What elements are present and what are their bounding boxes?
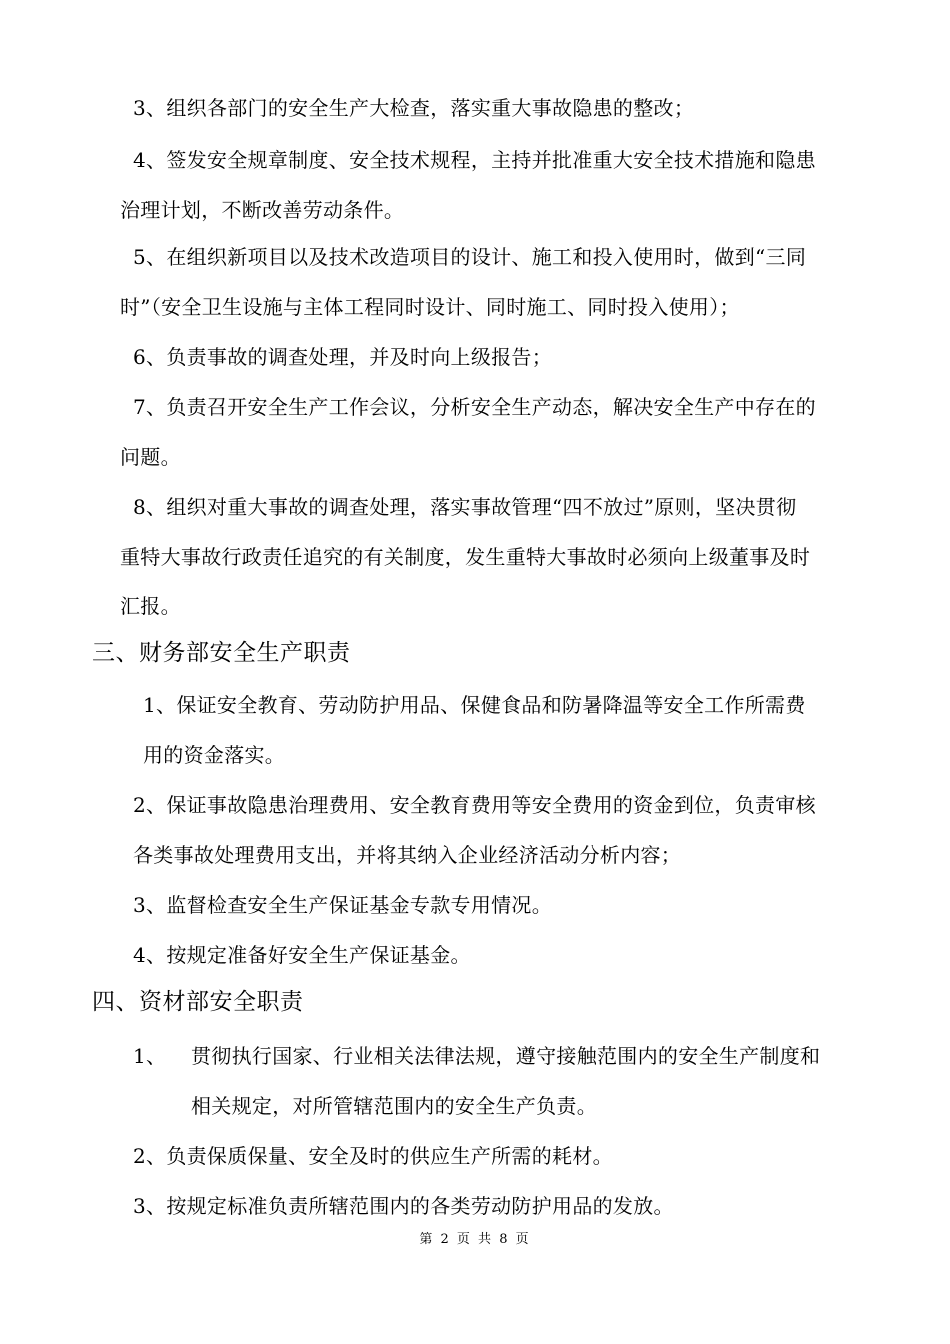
section2-item4-line2: 治理计划，不断改善劳动条件。 [120,198,405,222]
section3-item4: 4、按规定准备好安全生产保证基金。 [133,943,471,967]
section2-item8-line3: 汇报。 [120,594,181,618]
section3-item1-line1: 1、保证安全教育、劳动防护用品、保健食品和防暑降温等安全工作所需费 [143,693,806,717]
section2-item7-line1: 7、负责召开安全生产工作会议，分析安全生产动态，解决安全生产中存在的 [133,395,816,419]
page-footer: 第 2 页 共 8 页 [419,1232,531,1247]
section4-item1-number: 1、 [133,1044,167,1068]
section3-item2-line2: 各类事故处理费用支出，并将其纳入企业经济活动分析内容； [133,843,682,867]
section4-item1-line2: 相关规定，对所管辖范围内的安全生产负责。 [191,1094,597,1118]
section4-heading: 四、资材部安全职责 [92,989,304,1015]
section2-item3: 3、组织各部门的安全生产大检查，落实重大事故隐患的整改； [133,96,695,120]
section2-item5-line1: 5、在组织新项目以及技术改造项目的设计、施工和投入使用时，做到“三同 [133,245,807,269]
section2-item6: 6、负责事故的调查处理，并及时向上级报告； [133,345,553,369]
section2-item7-line2: 问题。 [120,445,181,469]
section4-item2: 2、负责保质保量、安全及时的供应生产所需的耗材。 [133,1144,613,1168]
section2-item4-line1: 4、签发安全规章制度、安全技术规程，主持并批准重大安全技术措施和隐患 [133,148,816,172]
section2-item8-line1: 8、组织对重大事故的调查处理，落实事故管理“四不放过”原则，坚决贯彻 [133,495,797,519]
section2-item5-line2: 时”（安全卫生设施与主体工程同时设计、同时施工、同时投入使用）； [120,295,740,319]
section2-item8-line2: 重特大事故行政责任追究的有关制度，发生重特大事故时必须向上级董事及时 [120,545,811,569]
section3-item1-line2: 用的资金落实。 [143,743,286,767]
section3-heading: 三、财务部安全生产职责 [92,640,351,666]
section3-item3: 3、监督检查安全生产保证基金专款专用情况。 [133,893,553,917]
section4-item1-line1: 贯彻执行国家、行业相关法律法规，遵守接触范围内的安全生产制度和 [191,1044,821,1068]
section4-item3: 3、按规定标准负责所辖范围内的各类劳动防护用品的发放。 [133,1194,674,1218]
section3-item2-line1: 2、保证事故隐患治理费用、安全教育费用等安全费用的资金到位，负责审核 [133,793,816,817]
